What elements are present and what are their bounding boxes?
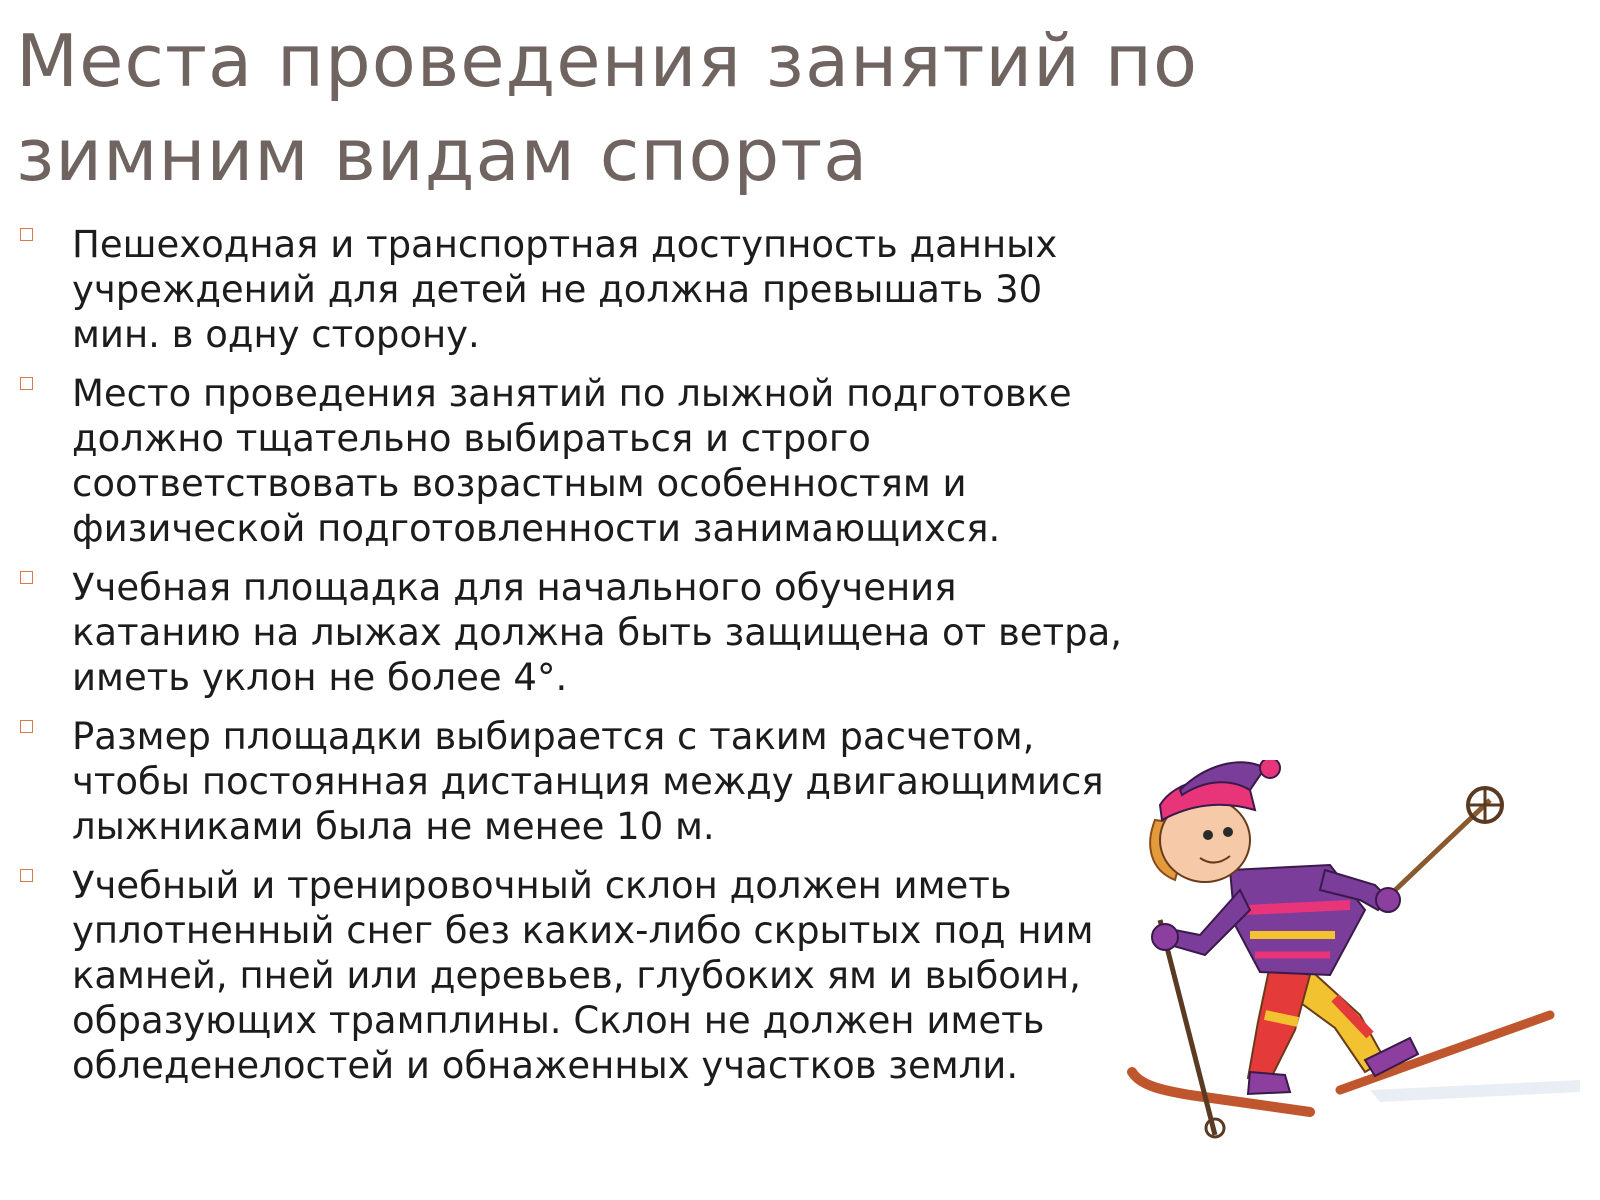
square-bullet-icon [20,571,33,584]
bullet-item [20,863,1130,1088]
bullet-text: Пешеходная и транспортная доступность данных учреждений для детей не должна превышать 30 мин. в одну сторону. [72,223,1058,356]
bullet-list [20,222,1130,1102]
bullet-item [20,222,1130,357]
slide-title: Места проведения занятий по зимним видам спорта [16,19,1198,197]
bullet-item [20,371,1130,551]
bullet-item [20,565,1130,700]
bullet-text: Размер площадки выбирается с таким расчетом, чтобы постоянная дистанция между двигающимися лыжниками была не менее 10 м. [72,715,1104,848]
bullet-text: Учебный и тренировочный склон должен иметь уплотненный снег без каких-либо скрытых под ним камней, пней или деревьев, глубоких ям и выбоин, образующих трамплины. Склон не должен иметь обледенелостей и обнаженных участков земли. [72,864,1094,1087]
square-bullet-icon [20,228,33,241]
square-bullet-icon [20,869,33,882]
bullet-item [20,714,1130,849]
skier-illustration [1120,760,1580,1160]
square-bullet-icon [20,377,33,390]
square-bullet-icon [20,720,33,733]
bullet-text: Место проведения занятий по лыжной подготовке должно тщательно выбираться и строго соответствовать возрастным особенностям и физической подготовленности занимающихся. [72,372,1072,550]
bullet-text: Учебная площадка для начального обучения катанию на лыжах должна быть защищена от ветра, иметь уклон не более 4°. [72,566,1123,699]
